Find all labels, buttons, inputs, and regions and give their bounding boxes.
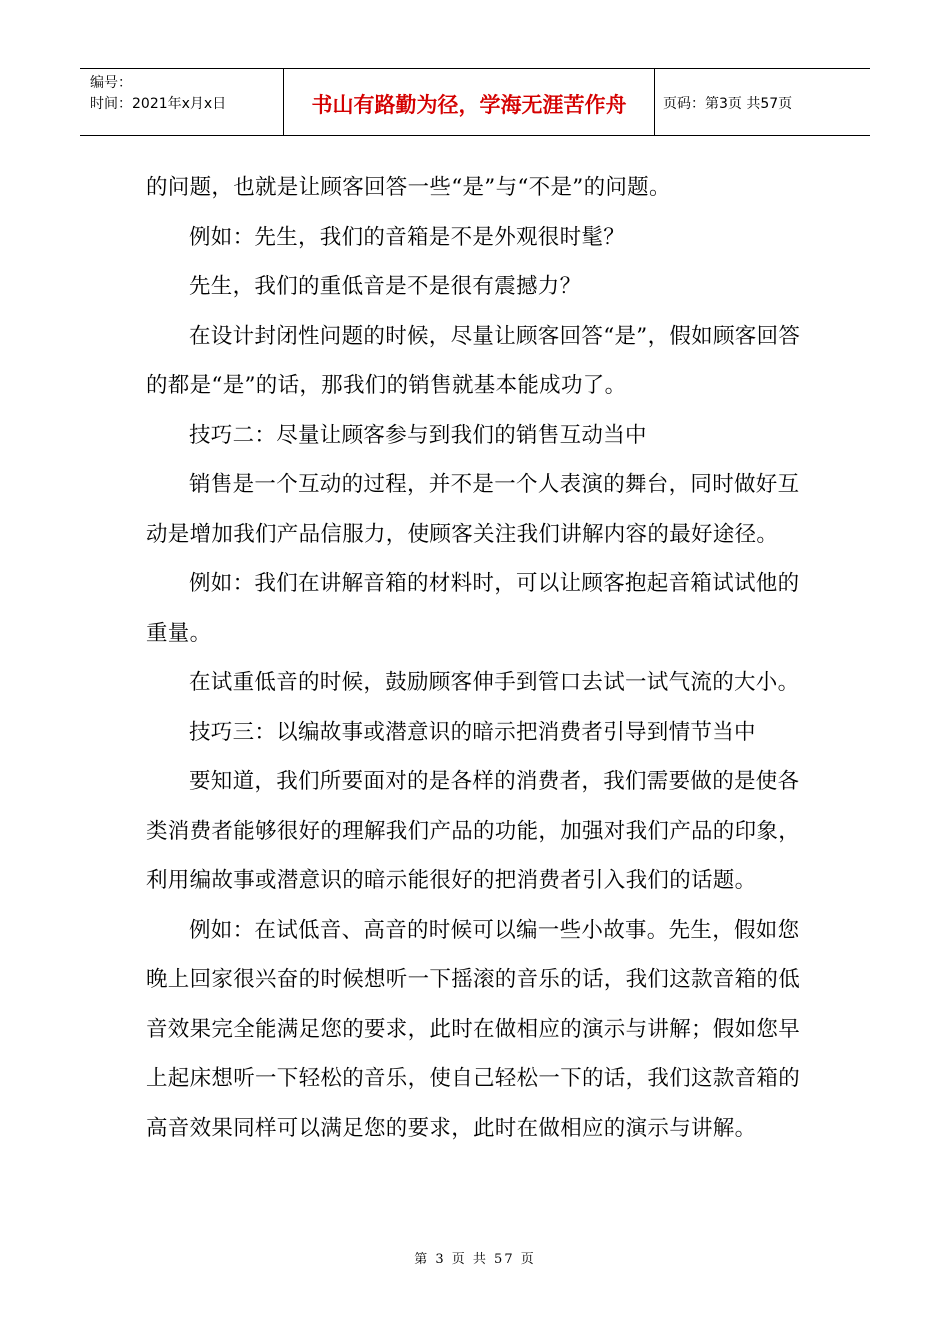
paragraph: 销售是一个互动的过程，并不是一个人表演的舞台，同时做好互动是增加我们产品信服力，使顾客关注我们讲解内容的最好途径。 [146,472,800,547]
paragraph: 例如：我们在讲解音箱的材料时，可以让顾客抱起音箱试试他的重量。 [146,571,800,646]
document-header [80,68,870,136]
header-motto: 书山有路勤为径，学海无涯苦作舟 [283,69,655,135]
paragraph: 先生，我们的重低音是不是很有震撼力？ [189,274,582,299]
paragraph: 的问题，也就是让顾客回答一些“是”与“不是”的问题。 [146,175,671,200]
section-heading: 技巧三：以编故事或潜意识的暗示把消费者引导到情节当中 [189,719,756,745]
paragraph: 在试重低音的时候，鼓励顾客伸手到管口去试一试气流的大小。 [189,670,800,695]
page-footer: 第 3 页 共 57 页 [414,1252,536,1267]
section-heading: 技巧二：尽量让顾客参与到我们的销售互动当中 [189,422,647,448]
document-body [146,163,811,1153]
paragraph: 要知道，我们所要面对的是各样的消费者，我们需要做的是使各类消费者能够很好的理解我们产品的功能，加强对我们产品的印象，利用编故事或潜意识的暗示能很好的把消费者引入我们的话题。 [146,769,801,893]
date-label: 时间：2021年x月x日 [90,96,227,112]
number-label: 编号： [90,75,132,91]
paragraph: 例如：先生，我们的音箱是不是外观很时髦？ [189,224,626,250]
header-page-info: 页码：第3页 共57页 [663,96,793,112]
paragraph: 例如：在试低音、高音的时候可以编一些小故事。先生，假如您晚上回家很兴奋的时候想听一下摇滚的音乐的话，我们这款音箱的低音效果完全能满足您的要求，此时在做相应的演示与讲解；假如您早上起床想听一下轻松的音乐，使自己轻松一下的话，我们这款音箱的高音效果同样可以满足您的要求，此时在做相应的演示与讲解。 [146,917,801,1141]
header-meta [80,69,283,135]
paragraph: 在设计封闭性问题的时候，尽量让顾客回答“是”，假如顾客回答的都是“是”的话，那我们的销售就基本能成功了。 [146,323,801,398]
